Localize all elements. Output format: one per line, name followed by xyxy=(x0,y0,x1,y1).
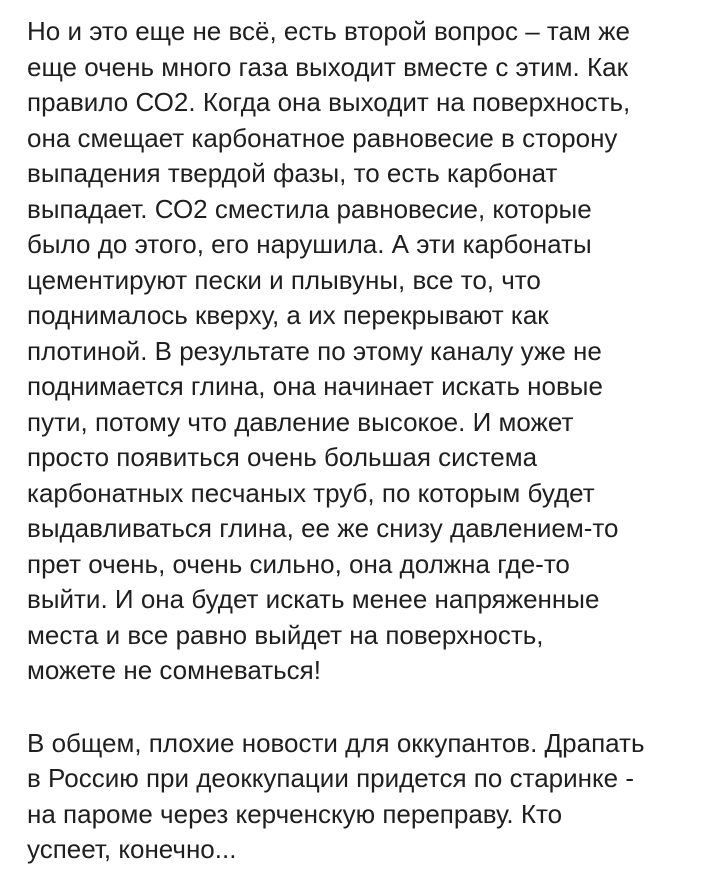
text-line: было до этого, его нарушила. А эти карбонаты xyxy=(27,229,592,259)
text-line: она смещает карбонатное равновесие в сторону xyxy=(27,122,618,153)
text-line: еще очень много газа выходит вместе с этим. Как xyxy=(27,51,628,82)
text-line: поднимается глина, она начинает искать новые xyxy=(27,371,603,401)
text-line: выйти. И она будет искать менее напряженные xyxy=(27,584,600,614)
text-line: успеет, конечно... xyxy=(27,834,237,864)
text-line: правило СО2. Когда она выходит на поверхность, xyxy=(27,87,631,117)
paragraph-1 xyxy=(27,14,710,689)
text-line: выпадает. СО2 сместила равновесие, которые xyxy=(27,193,592,224)
text-line: выдавливаться глина, ее же снизу давлением-то xyxy=(27,513,619,543)
text-line: просто появиться очень большая система xyxy=(27,442,538,472)
text-line: поднималось кверху, а их перекрывают как xyxy=(27,300,549,330)
paragraph-spacer xyxy=(27,689,710,726)
paragraph-2 xyxy=(27,726,710,868)
text-line: в Россию при деоккупации придется по старинке - xyxy=(27,763,635,793)
text-line: Но и это еще не всё, есть второй вопрос – там же xyxy=(27,16,630,46)
text-line: В общем, плохие новости для оккупантов. Драпать xyxy=(27,727,645,758)
text-line: на пароме через керченскую переправу. Кто xyxy=(27,798,563,829)
text-line: карбонатных песчаных труб, по которым будет xyxy=(27,477,595,508)
text-line: можете не сомневаться! xyxy=(27,655,321,685)
text-line: места и все равно выйдет на поверхность, xyxy=(27,619,544,650)
text-line: пути, потому что давление высокое. И может xyxy=(27,406,574,437)
text-line: выпадения твердой фазы, то есть карбонат xyxy=(27,158,558,188)
text-line: прет очень, очень сильно, она должна где-то xyxy=(27,548,570,579)
text-line: плотиной. В результате по этому каналу уже не xyxy=(27,335,602,366)
text-line: цементируют пески и плывуны, все то, что xyxy=(27,264,541,295)
